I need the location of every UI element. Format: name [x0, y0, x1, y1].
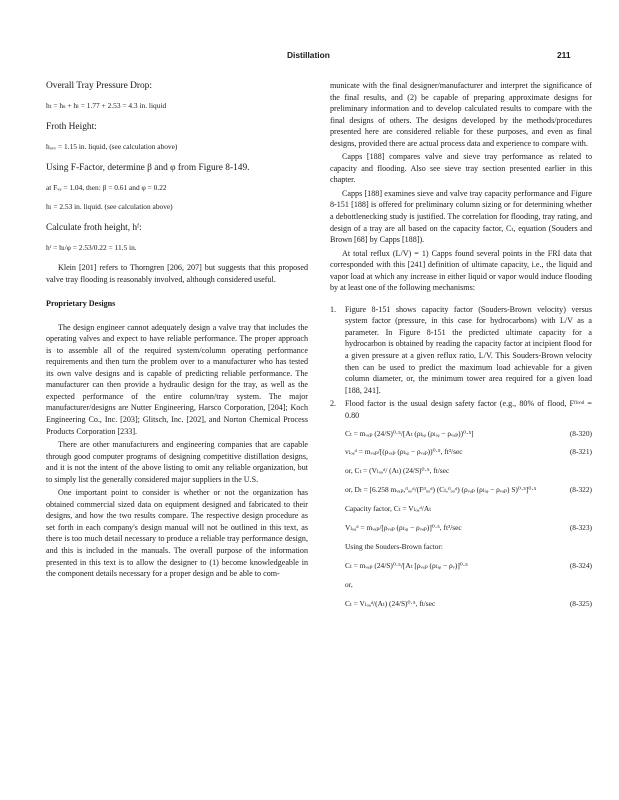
equation-hf: hᶠ = hₗ/φ = 2.53/0.22 = 11.5 in.: [46, 243, 137, 252]
or-label: or,: [345, 580, 353, 590]
list-item-number: 1.: [330, 304, 337, 314]
equation-text: Cₜ = Vₗₒₐᵈ/(Aₜ) (24/S)⁰·⁵, ft/sec: [345, 599, 436, 609]
paragraph-total-reflux: At total reflux (L/V) = 1) Capps found several points in the FRI data that corresponded with this [241] definition of ultimate capacity, i.e., the liquid and vapor load at which any increase in either liquid or vapor would induce flooding by at least one of the following mechanisms:: [330, 248, 592, 293]
paragraph-design-1: The design engineer cannot adequately design a valve tray that includes the operating valves and expect to have reliable performance. The proper approach is to assemble all of the required system/column operating performance requirements and then turn the problem over to a manufacturer who has tested its own valve designs and is capable of predicting reliable performance. The manufacturer can then provide a hydraulic design for the tray, as well as the expected performance of the entire column/tray system. The major manufacturer/designs are Nutter Engineering, Harsco Corporation, [204]; Koch Engineering Co., Inc. [203]; Glitsch, Inc. [202], and Norton Chemical Process Products Corporation [233].: [46, 322, 308, 436]
paragraph-design-3: One important point to consider is whether or not the organization has obtained commercial sized data on equipment designed and fabricated to their designs, and how the two results compare. The respective design procedure as set forth in each company's design manual will not be outlined in this text, as there is too much detail necessary to produce a reliable tray performance design, and this is included in the manuals. The overall purpose of the information presented in this text is to allow the designer to (1) become knowledgeable in the component details necessary for a proper design and be able to com-: [46, 488, 308, 579]
equation-8-324: [330, 561, 592, 571]
equation-hl: hₗ = 2.53 in. liquid. (see calculation above): [46, 202, 173, 211]
equation-8-323: [330, 523, 592, 533]
souders-brown-label: Using the Souders-Brown factor:: [345, 542, 443, 552]
equation-number: (8-323): [569, 523, 592, 533]
running-header-title: Distillation: [287, 50, 330, 60]
list-item-number: 2.: [330, 399, 337, 409]
equation-ct-vload: or, Cₜ = (Vₗₒₐᵈ/ (Aₜ) (24/S)⁰·⁵, ft/sec: [345, 466, 450, 476]
equation-text: Vₗₒₐᵈ = mᵥₐₚ/[ρᵥₐₚ (ρₗᵢᵩ − ρᵥₐₚ)]⁰·⁵, ft³/sec: [345, 523, 462, 533]
equation-8-320: [330, 429, 592, 439]
equation-number: (8-320): [569, 429, 592, 439]
list-item: [330, 304, 592, 396]
paragraph-continued: municate with the final designer/manufacturer and interpret the significance of the final results, and (2) be capable of preparing approximate designs for preliminary information and to develop calculated results to compare with the final designs of others. The designs developed by the methods/procedures presented here are considered reliable for these purposes, and even as final designs, provided there are actual process data and experience to compare with.: [330, 81, 592, 148]
equation-how: hₒᵥᵥ = 1.15 in. liquid, (see calculation above): [46, 142, 178, 151]
proprietary-designs-heading: Proprietary Designs: [46, 299, 116, 309]
equation-overall-drop: hₜ = hₛ + hₗ = 1.77 + 2.53 = 4.3 in. liquid: [46, 101, 167, 110]
ffactor-heading: Using F-Factor, determine β and φ from Figure 8-149.: [46, 163, 250, 173]
equation-text: Cₜ = mᵥₐₚ (24/S)⁰·⁵/[Aₜ [ρᵥₐₚ (ρₗᵢᵩ − ρᵥ)]⁰·⁵: [345, 561, 468, 571]
calc-froth-heading: Calculate froth height, hᶠ:: [46, 223, 142, 233]
equation-8-325: [330, 599, 592, 609]
list-item: [330, 398, 592, 421]
equation-text: Cₜ = mᵥₐₚ (24/S)⁰·⁵/[Aₜ (ρₗᵢᵩ (ρₗᵢᵩ − ρᵥₐₚ))⁰·⁵]: [345, 429, 474, 439]
paragraph-klein: Klein [201] refers to Thorngren [206, 207] but suggests that this proposed valve tray flooding is reasonably involved, although considered useful.: [46, 263, 308, 284]
equation-8-322: [330, 485, 592, 495]
list-item-text: Figure 8-151 shows capacity factor (Souders-Brown velocity) versus system factor (pressure, in this case for hydrocarbons) with L/V as a parameter. In Figure 8-151 the predicted ultimate capacity for a hydrocarbon is obtained by reading the capacity factor at incipient flood for a given pressure at a given reflux ratio, L/V. This Souders-Brown velocity then can be used to predict the maximum load achievable for a given column diameter, or, the minimum tower area required for a given load [188, 241].: [345, 304, 592, 395]
equation-capacity-factor: Capacity factor, Cₜ = Vₗₒₐᵈ/Aₜ: [345, 504, 432, 514]
equation-number: (8-321): [569, 447, 592, 457]
page-number: 211: [557, 50, 571, 60]
list-item-text: Flood factor is the usual design safety factor (e.g., 80% of flood, Fᶠˡᵒᵒᵈ = 0.80: [345, 399, 592, 420]
paragraph-design-2: There are other manufacturers and engineering companies that are capable through good computer programs of designing competitive distillation designs, and it is not the intent of the above listing to omit any reliable organization, but to simply list the generally considered major suppliers in the U.S.: [46, 440, 308, 484]
equation-beta-phi: at Fᵥₐ = 1.04, then: β = 0.61 and φ = 0.22: [46, 183, 167, 192]
froth-height-heading: Froth Height:: [46, 122, 97, 132]
overall-pressure-drop-heading: Overall Tray Pressure Drop:: [46, 81, 152, 91]
equation-text: vₗₒₐᵈ = mᵥₐₚ/[(ρᵥₐₚ (ρₗᵢᵩ − ρᵥₐₚ))⁰·⁵, ft³/sec: [345, 447, 463, 457]
equation-text: or, Dₜ = [6.258 mᵥₐₚ,ᶠˡₒₒᵈ/(Fᶠˡₒₒᵈ) (Cₜ,ᶠˡₒₒᵈ) (ρᵥₐₚ (ρₗᵢᵩ − ρᵥₐₚ) S)⁰·⁵]⁰·⁵: [345, 485, 537, 495]
paragraph-capps-1: Capps [188] compares valve and sieve tray performance as related to capacity and flooding. Also see sieve tray section presented earlier in this chapter.: [330, 152, 592, 185]
right-column: [330, 80, 592, 609]
equation-number: (8-322): [569, 485, 592, 495]
left-column: [46, 80, 308, 580]
equation-number: (8-324): [569, 561, 592, 571]
equation-number: (8-325): [569, 599, 592, 609]
paragraph-capps-2: Capps [188] examines sieve and valve tray capacity performance and Figure 8-151 [188] is offered for preliminary column sizing or for determining whether a debottlenecking study is justified. The correlation for flooding, tray rating, and design of a tray are all based on the capacity factor, Cₜ, equation (Souders and Brown [68] by Capps [188]).: [330, 188, 592, 245]
equation-8-321: [330, 447, 592, 457]
